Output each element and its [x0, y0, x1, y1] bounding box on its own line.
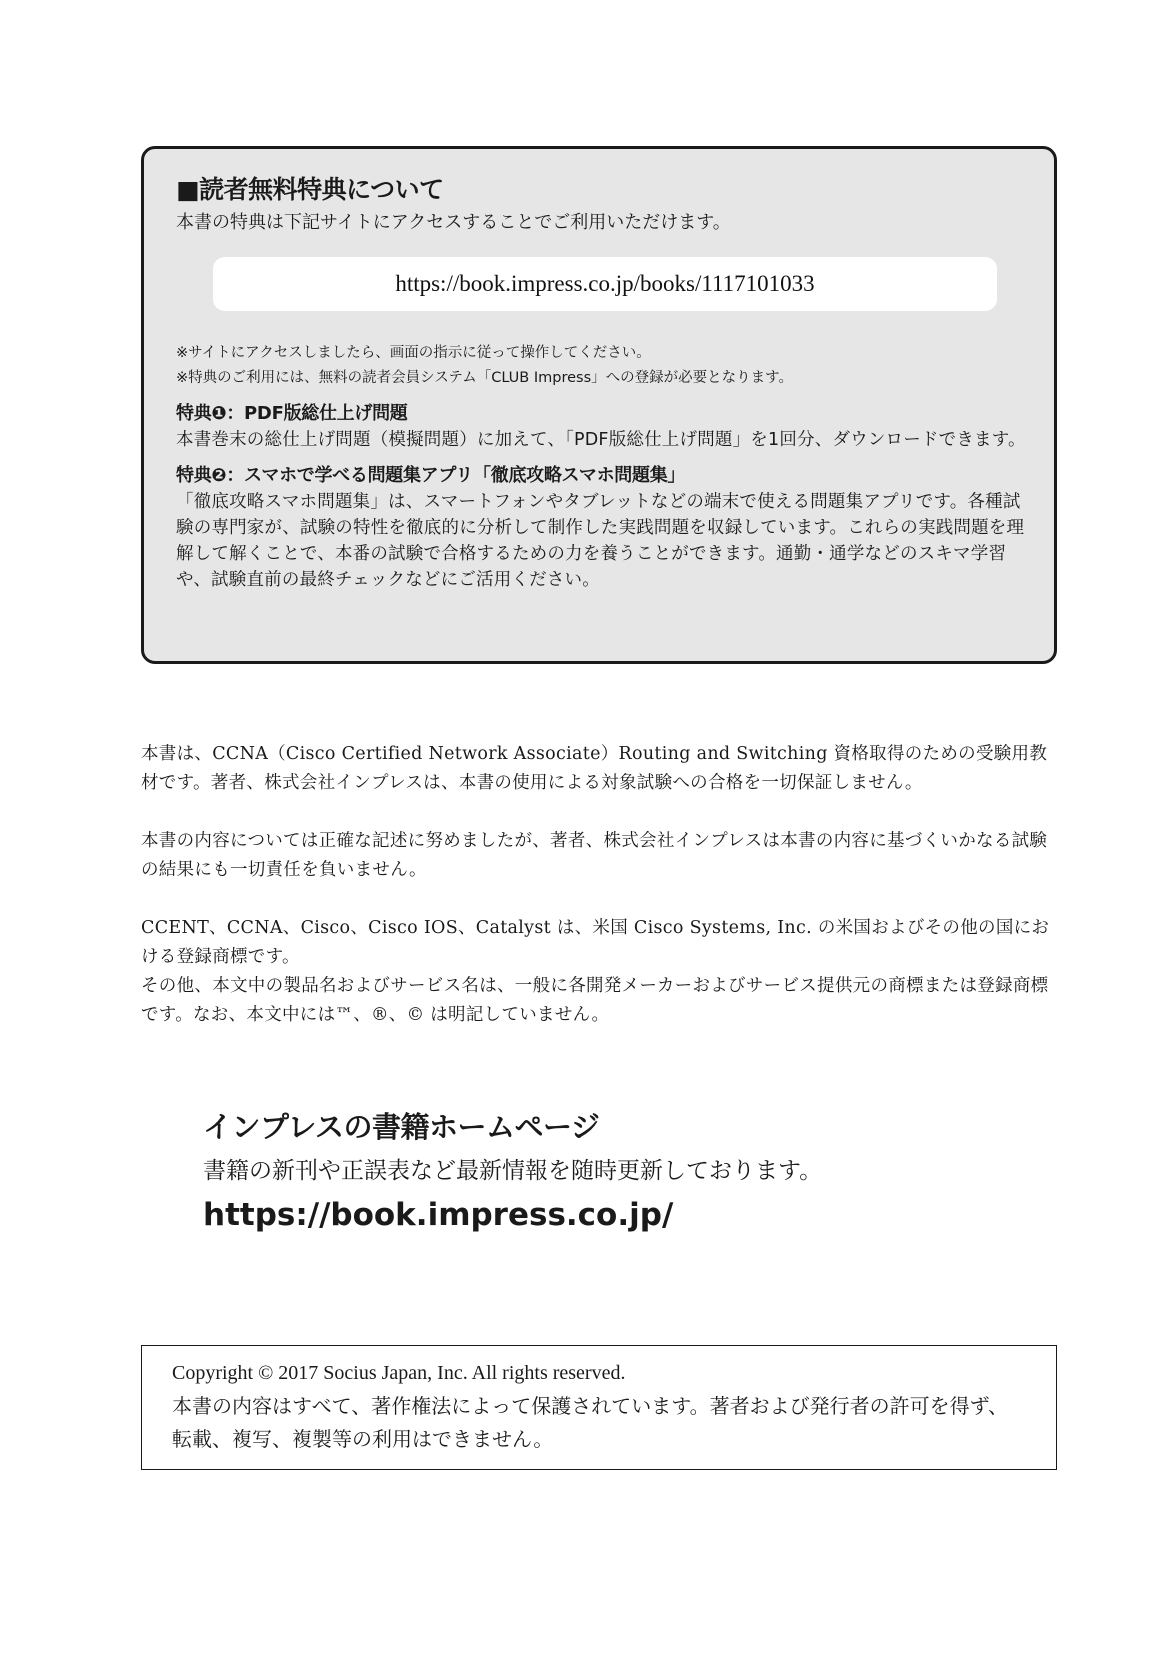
- disclaimer-paragraph: 本書の内容については正確な記述に努めましたが、著者、株式会社インプレスは本書の内容に基づくいかなる試験の結果にも一切責任を負いません。: [141, 831, 1048, 880]
- trademark-paragraph: CCENT、CCNA、Cisco、Cisco IOS、Catalyst は、米国 Cisco Systems, Inc. の米国およびその他の国における登録商標です。: [141, 918, 1050, 967]
- bonus-notes: [176, 341, 1022, 391]
- homepage-description: 書籍の新刊や正誤表など最新情報を随時更新しております。: [203, 1158, 823, 1184]
- reader-bonus-box: [141, 146, 1057, 664]
- disclaimer-paragraph: 本書は、CCNA（Cisco Certified Network Associate）Routing and Switching 資格取得のための受験用教材です。著者、株式会社インプレスは、本書の使用による対象試験への合格を一切保証しません。: [141, 744, 1048, 793]
- bonus-item-body: 「徹底攻略スマホ問題集」は、スマートフォンやタブレットなどの端末で使える問題集アプリです。各種試験の専門家が、試験の特性を徹底的に分析して制作した実践問題を収録しています。これらの実践問題を理解して解くことで、本番の試験で合格するための力を養うことができます。通勤・通学などのスキマ学習や、試験直前の最終チェックなどにご活用ください。: [176, 492, 1025, 590]
- bonus-item-title: 特典❶：PDF版総仕上げ問題: [176, 403, 408, 424]
- homepage-url-link[interactable]: https://book.impress.co.jp/: [203, 1197, 674, 1233]
- copyright-box: [141, 1345, 1057, 1470]
- publisher-homepage-section: [203, 1107, 1083, 1237]
- homepage-title: インプレスの書籍ホームページ: [203, 1110, 600, 1144]
- rights-notice: 本書の内容はすべて、著作権法によって保護されています。著者および発行者の許可を得ず、転載、複写、複製等の利用はできません。: [172, 1394, 1008, 1451]
- trademark-paragraph: その他、本文中の製品名およびサービス名は、一般に各開発メーカーおよびサービス提供元の商標または登録商標です。なお、本文中には™、®、© は明記していません。: [141, 976, 1049, 1025]
- copyright-line: Copyright © 2017 Socius Japan, Inc. All rights reserved.: [172, 1362, 626, 1384]
- bonus-item-app: [176, 463, 1025, 593]
- bonus-item-body: 本書巻末の総仕上げ問題（模擬問題）に加えて、「PDF版総仕上げ問題」を1回分、ダウンロードできます。: [176, 430, 1026, 450]
- bonus-url-panel[interactable]: [213, 257, 997, 311]
- bonus-note: ※サイトにアクセスしましたら、画面の指示に従って操作してください。: [176, 345, 651, 361]
- bonus-item-title: 特典❷：スマホで学べる問題集アプリ「徹底攻略スマホ問題集」: [176, 465, 686, 486]
- bonus-heading: ■読者無料特典について: [176, 175, 444, 204]
- bonus-item-pdf: [176, 401, 1026, 453]
- bonus-intro: 本書の特典は下記サイトにアクセスすることでご利用いただけます。: [176, 212, 731, 233]
- bonus-note: ※特典のご利用には、無料の読者会員システム「CLUB Impress」への登録が必要となります。: [176, 370, 793, 386]
- disclaimer-section: [141, 740, 1061, 1030]
- bonus-url-link[interactable]: https://book.impress.co.jp/books/1117101033: [395, 271, 815, 296]
